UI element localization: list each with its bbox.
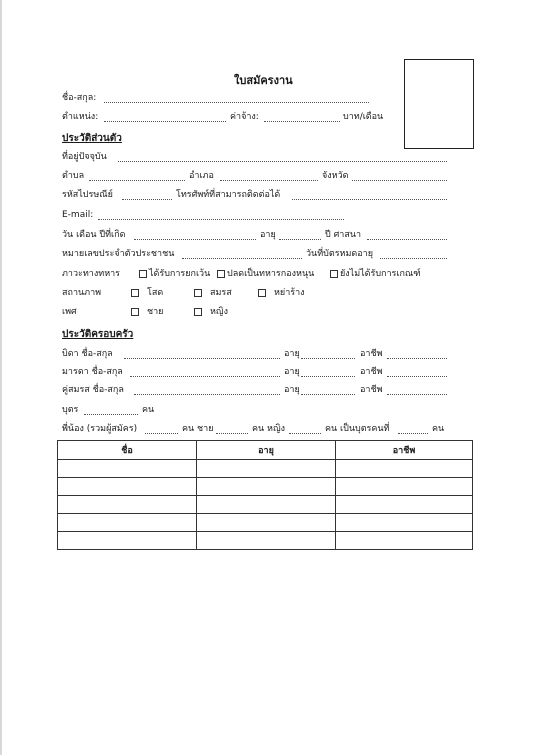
personal-heading: ประวัติส่วนตัว (62, 133, 122, 144)
checkbox-icon[interactable] (131, 289, 139, 297)
table-header-row (58, 441, 473, 460)
checkbox-icon[interactable] (139, 270, 147, 278)
mother-name-field[interactable] (130, 376, 280, 377)
marital-label: สถานภาพ (62, 288, 102, 298)
expiry-label: วันที่บัตรหมดอายุ (306, 249, 373, 259)
table-cell[interactable] (336, 460, 473, 478)
father-occupation-label: อาชีพ (360, 349, 383, 359)
table-cell[interactable] (58, 514, 197, 532)
subdistrict-label: ตำบล (62, 171, 85, 181)
military-option-reserve[interactable]: ปลดเป็นทหารกองหนุน (215, 269, 314, 280)
table-cell[interactable] (197, 514, 336, 532)
table-cell[interactable] (336, 496, 473, 514)
marital-option-single[interactable]: โสด (129, 288, 163, 299)
family-heading: ประวัติครอบครัว (62, 329, 134, 340)
religion-field[interactable] (367, 239, 447, 240)
checkbox-icon[interactable] (217, 270, 225, 278)
subdistrict-field[interactable] (89, 180, 185, 181)
name-label: ชื่อ-สกุล: (62, 93, 97, 103)
wage-label: ค่าจ้าง: (230, 112, 259, 122)
table-cell[interactable] (336, 478, 473, 496)
father-label: บิดา ชื่อ-สกุล (62, 349, 113, 359)
children-unit: คน (142, 405, 155, 415)
mother-occupation-field[interactable] (387, 376, 447, 377)
sex-option-male[interactable]: ชาย (129, 307, 163, 318)
postcode-field[interactable] (122, 199, 172, 200)
father-age-field[interactable] (301, 358, 355, 359)
table-cell[interactable] (197, 496, 336, 514)
photo-box[interactable] (404, 59, 474, 149)
mother-occupation-label: อาชีพ (360, 367, 383, 377)
siblings-male-field[interactable] (216, 433, 248, 434)
mother-label: มารดา ชื่อ-สกุล (62, 367, 123, 377)
siblings-table (57, 440, 473, 550)
age-label: อายุ (260, 230, 276, 240)
checkbox-icon[interactable] (258, 289, 266, 297)
father-occupation-field[interactable] (387, 358, 447, 359)
siblings-count-field[interactable] (145, 433, 178, 434)
column-header-occupation: อาชีพ (336, 441, 473, 460)
phone-field[interactable] (292, 199, 447, 200)
district-field[interactable] (220, 180, 318, 181)
spouse-age-label: อายุ (284, 385, 300, 395)
wage-field[interactable] (264, 121, 340, 122)
table-cell[interactable] (336, 514, 473, 532)
father-name-field[interactable] (124, 358, 280, 359)
mother-age-field[interactable] (301, 376, 355, 377)
children-field[interactable] (84, 414, 138, 415)
siblings-female-label: คน หญิง (252, 424, 286, 434)
table-row (58, 514, 473, 532)
table-cell[interactable] (58, 532, 197, 550)
position-label: ตำแหน่ง: (62, 112, 99, 122)
military-option-pending[interactable]: ยังไม่ได้รับการเกณฑ์ (328, 269, 421, 280)
birth-order-unit: คน (432, 424, 445, 434)
email-label: E-mail: (62, 210, 94, 220)
mother-age-label: อายุ (284, 367, 300, 377)
table-cell[interactable] (197, 478, 336, 496)
phone-label: โทรศัพท์ที่สามารถติดต่อได้ (176, 190, 281, 200)
military-label: ภาวะทางทหาร (62, 269, 121, 279)
sex-option-female[interactable]: หญิง (192, 307, 228, 318)
siblings-label: พี่น้อง (รวมผู้สมัคร) (62, 424, 138, 434)
sex-label: เพศ (62, 307, 77, 317)
page-edge (0, 0, 2, 755)
table-cell[interactable] (58, 478, 197, 496)
column-header-name: ชื่อ (58, 441, 197, 460)
expiry-field[interactable] (380, 258, 447, 259)
father-age-label: อายุ (284, 349, 300, 359)
email-field[interactable] (98, 219, 344, 220)
table-cell[interactable] (58, 496, 197, 514)
marital-option-divorced[interactable]: หย่าร้าง (256, 288, 305, 299)
children-label: บุตร (62, 405, 79, 415)
table-cell[interactable] (58, 460, 197, 478)
spouse-occupation-field[interactable] (387, 394, 447, 395)
marital-option-married[interactable]: สมรส (192, 288, 232, 299)
siblings-female-field[interactable] (289, 433, 321, 434)
table-row (58, 532, 473, 550)
birthdate-field[interactable] (134, 239, 256, 240)
siblings-male-label: คน ชาย (182, 424, 214, 434)
birthdate-label: วัน เดือน ปีที่เกิด (62, 230, 126, 240)
table-row (58, 460, 473, 478)
age-field[interactable] (279, 239, 321, 240)
checkbox-icon[interactable] (330, 270, 338, 278)
name-field[interactable] (104, 102, 369, 103)
spouse-name-field[interactable] (134, 394, 280, 395)
wage-unit: บาท/เดือน (343, 112, 384, 122)
checkbox-icon[interactable] (194, 308, 202, 316)
province-label: จังหวัด (322, 171, 349, 181)
checkbox-icon[interactable] (131, 308, 139, 316)
position-field[interactable] (104, 121, 226, 122)
military-option-exempt[interactable]: ได้รับการยกเว้น (137, 269, 210, 280)
spouse-label: คู่สมรส ชื่อ-สกุล (62, 385, 124, 395)
address-field[interactable] (118, 161, 447, 162)
province-field[interactable] (352, 180, 447, 181)
table-cell[interactable] (197, 532, 336, 550)
address-label: ที่อยู่ปัจจุบัน (62, 152, 107, 162)
postcode-label: รหัสไปรษณีย์ (62, 190, 113, 200)
table-cell[interactable] (197, 460, 336, 478)
idcard-label: หมายเลขประจำตัวประชาชน (62, 249, 175, 259)
religion-label: ปี ศาสนา (325, 230, 362, 240)
spouse-age-field[interactable] (301, 394, 355, 395)
table-cell[interactable] (336, 532, 473, 550)
form-title: ใบสมัครงาน (234, 74, 293, 87)
column-header-age: อายุ (197, 441, 336, 460)
district-label: อำเภอ (189, 171, 214, 181)
spouse-occupation-label: อาชีพ (360, 385, 383, 395)
table-row (58, 496, 473, 514)
table-row (58, 478, 473, 496)
checkbox-icon[interactable] (194, 289, 202, 297)
idcard-field[interactable] (182, 258, 302, 259)
birth-order-field[interactable] (398, 433, 428, 434)
birth-order-label: คน เป็นบุตรคนที่ (325, 424, 390, 434)
